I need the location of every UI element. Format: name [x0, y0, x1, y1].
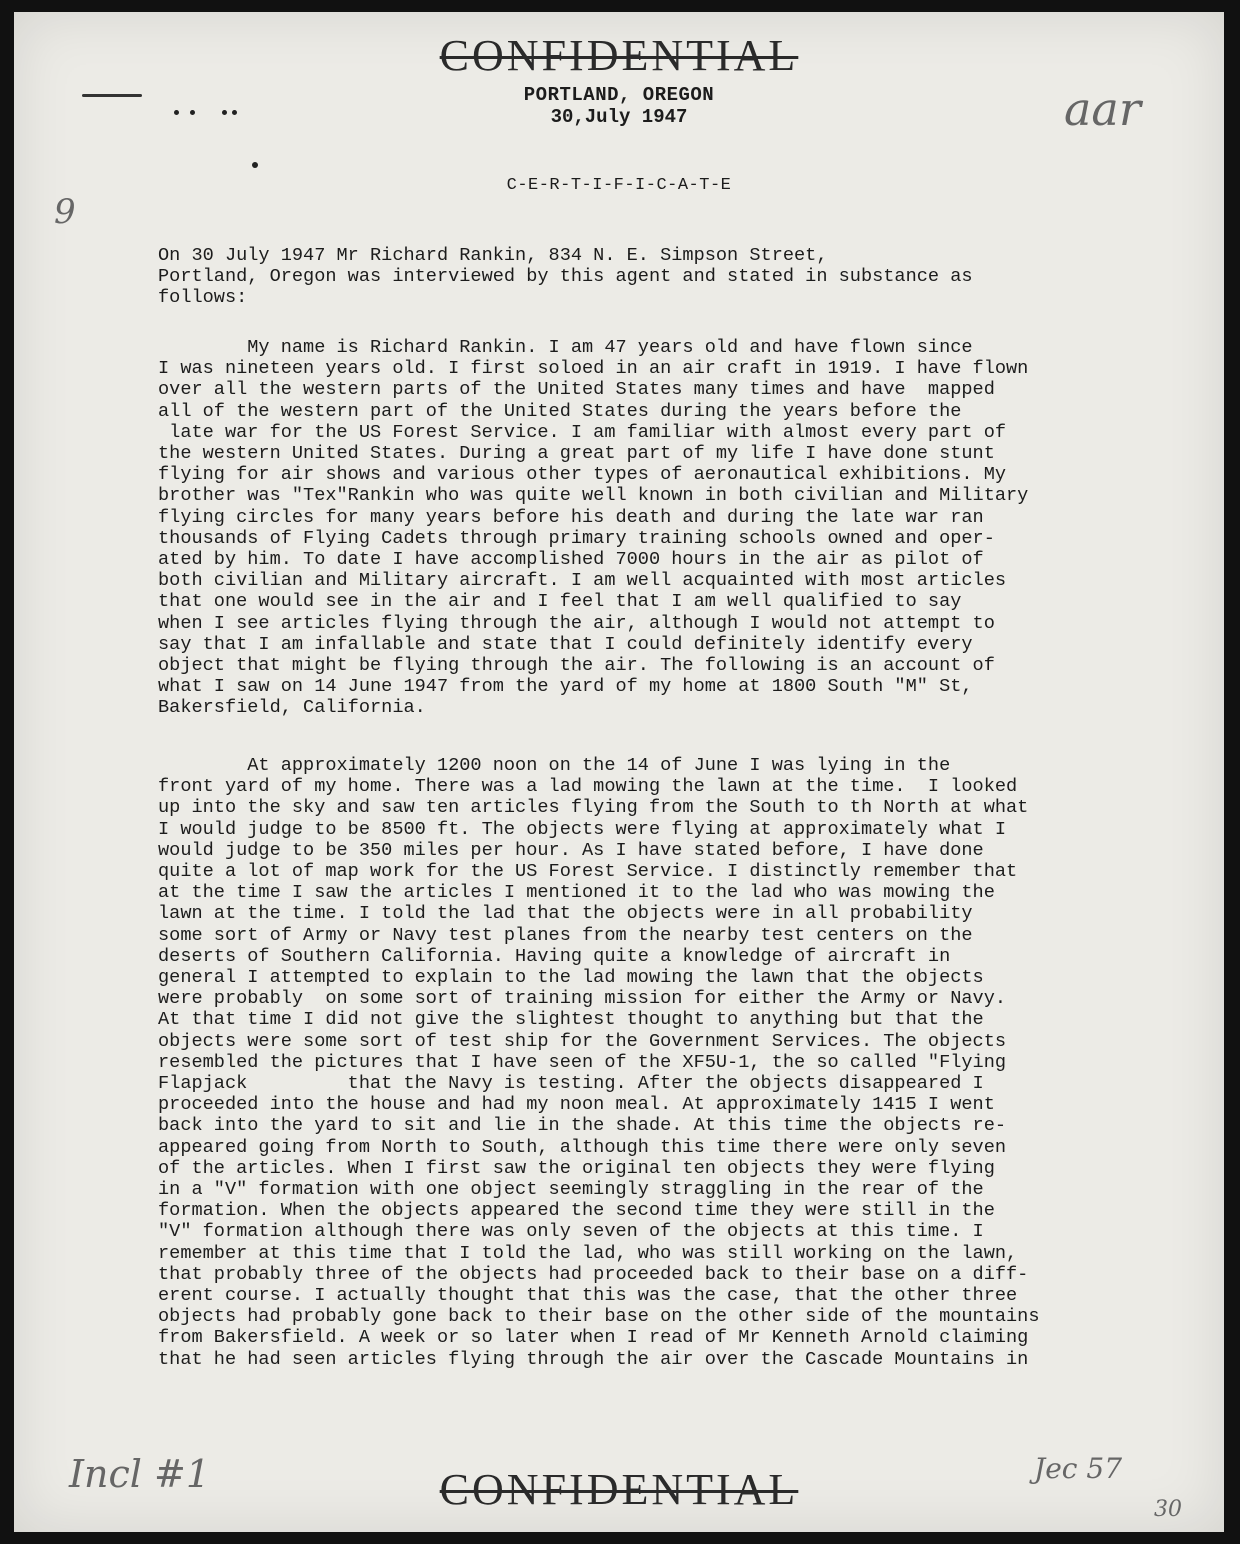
header-location: PORTLAND, OREGON — [523, 84, 715, 106]
confidential-stamp-bottom: CONFIDENTIAL — [439, 1465, 799, 1514]
document-page — [14, 12, 1224, 1532]
certificate-title: C-E-R-T-I-F-I-C-A-T-E — [506, 176, 732, 195]
margin-dot — [222, 110, 227, 115]
paragraph-background: My name is Richard Rankin. I am 47 years old and have flown since I was nineteen years old. I first soloed in an air craft in 1919. I have flown over all the western parts of the United States many times and have mapped all of the western part of the United States during the years before the late war for the US Forest Service. I am familiar with almost every part of the western United States. During a great part of my life I have done stunt flying for air shows and various other types of aeronautical exhibitions. My brother was "Tex"Rankin who was quite well known in both civilian and Military flying circles for many years before his death and during the late war ran thousands of Flying Cadets through primary training schools owned and oper- ated by him. To date I have accomplished 7000 hours in the air as pilot of both civilian and Military aircraft. I am well acquainted with most articles that one would see in the air and I feel that I am well qualified to say when I see articles flying through the air, although I would not attempt to say that I am infallable and state that I could definitely identify every object that might be flying through the air. The following is an account of what I saw on 14 June 1947 from the yard of my home at 1800 South "M" St, Bakersfield, California. — [158, 337, 1029, 719]
confidential-stamp-top: CONFIDENTIAL — [439, 31, 799, 80]
margin-mark — [82, 94, 142, 97]
handwritten-top-right: aar — [1064, 82, 1141, 136]
margin-dot — [232, 110, 237, 115]
margin-dot — [252, 162, 258, 168]
handwritten-bottom-left: Incl #1 — [69, 1452, 211, 1496]
margin-dot — [174, 110, 179, 115]
header-date: 30,July 1947 — [550, 106, 688, 128]
paragraph-sighting: At approximately 1200 noon on the 14 of June I was lying in the front yard of my home. There was a lad mowing the lawn at the time. I looked up into the sky and saw ten articles flying from the South to th North at what I would judge to be 8500 ft. The objects were flying at approximately what I would judge to be 350 miles per hour. As I have stated before, I have done quite a lot of map work for the US Forest Service. I distinctly remember that at the time I saw the articles I mentioned it to the lad who was mowing the lawn at the time. I told the lad that the objects were in all probability some sort of Army or Navy test planes from the nearby test centers on the deserts of Southern California. Having quite a knowledge of aircraft in general I attempted to explain to the lad mowing the lawn that the objects were probably on some sort of training mission for either the Army or Navy. At that time I did not give the slightest thought to anything but that the objects were some sort of test ship for the Government Services. The objects resembled the pictures that I have seen of the XF5U-1, the so called "Flying Flapjack that the Navy is testing. After the objects disappeared I proceeded into the house and had my noon meal. At approximately 1415 I went back into the yard to sit and lie in the shade. At this time the objects re- appeared going from North to South, although this time there were only seven of the articles. When I first saw the original ten objects they were flying in a "V" formation with one object seemingly straggling in the rear of the formation. When the objects appeared the second time they were still in the "V" formation although there was only seven of the objects at this time. I remember at this time that I told the lad, who was still working on the lawn, that probably three of the objects had proceeded back to their base on a diff- erent course. I actually thought that this was the case, that the other three objects had probably gone back to their base on the other side of the mountains from Bakersfield. A week or so later when I read of Mr Kenneth Arnold claiming that he had seen articles flying through the air over the Cascade Mountains in — [158, 755, 1040, 1370]
handwritten-corner: 30 — [1154, 1497, 1182, 1522]
handwritten-margin-number: 9 — [54, 192, 76, 232]
handwritten-bottom-right: Jec 57 — [1034, 1452, 1123, 1485]
margin-dot — [190, 110, 195, 115]
intro-paragraph: On 30 July 1947 Mr Richard Rankin, 834 N. E. Simpson Street, Portland, Oregon was interviewed by this agent and stated in substance as follows: — [158, 245, 973, 309]
